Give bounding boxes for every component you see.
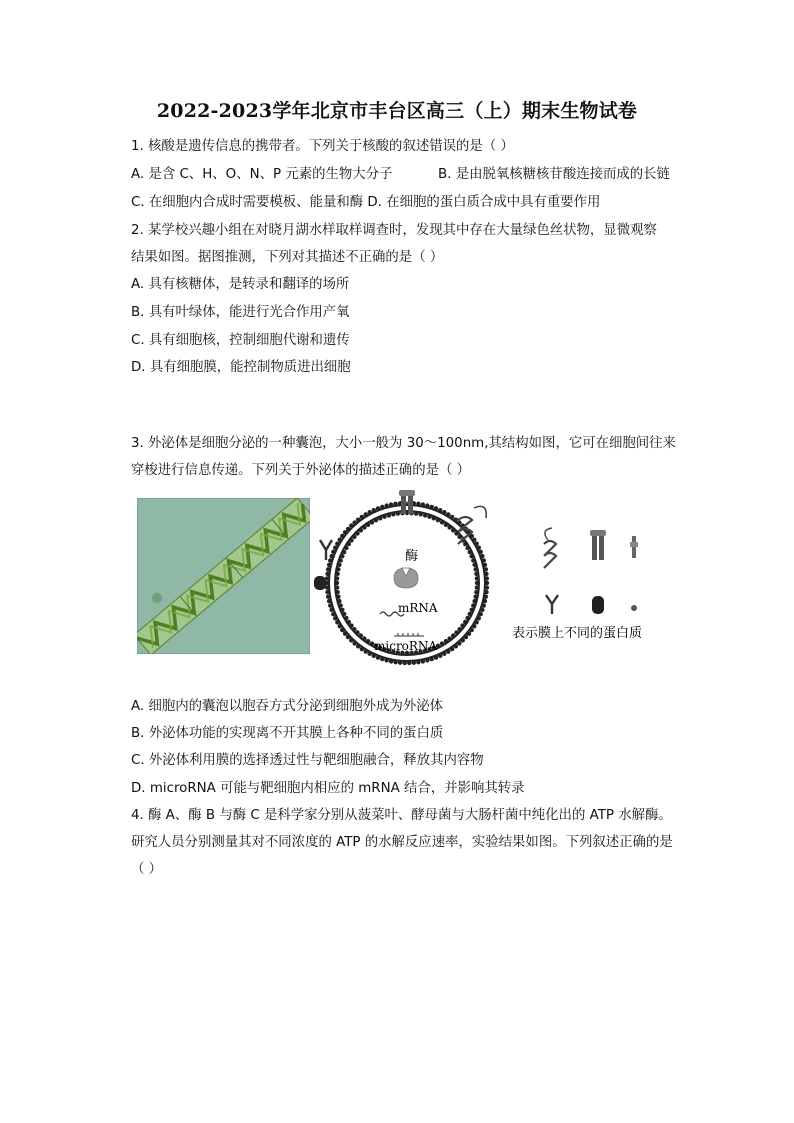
membrane-bead <box>376 506 380 510</box>
membrane-bead <box>436 518 440 522</box>
membrane-bead <box>396 511 400 515</box>
membrane-bead <box>370 520 374 524</box>
membrane-bead <box>335 620 339 624</box>
membrane-bead <box>359 528 363 532</box>
membrane-bead <box>393 502 397 506</box>
membrane-bead <box>463 620 467 624</box>
membrane-bead <box>376 655 380 659</box>
membrane-bead <box>355 531 359 535</box>
membrane-bead <box>387 513 391 517</box>
membrane-bead <box>337 563 341 567</box>
membrane-bead <box>356 644 360 648</box>
algae-micrograph <box>137 498 310 654</box>
legend-caption: 表示膜上不同的蛋白质 <box>512 626 643 641</box>
membrane-bead <box>483 599 487 603</box>
enzyme-icon <box>394 568 418 588</box>
membrane-bead <box>403 661 407 665</box>
membrane-bead <box>380 505 384 509</box>
membrane-bead <box>331 550 335 554</box>
membrane-bead <box>457 520 461 524</box>
membrane-bead <box>454 644 458 648</box>
membrane-bead <box>335 572 339 576</box>
membrane-bead <box>465 616 469 620</box>
membrane-bead <box>416 502 420 506</box>
membrane-bead <box>474 620 478 624</box>
membrane-bead <box>469 608 473 612</box>
q2-stem-line1: 2. 某学校兴趣小组在对晓月湖水样取样调查时，发现其中存在大量绿色丝状物，显微观察 <box>131 223 657 238</box>
q4-stem-line3: （ ） <box>131 862 163 877</box>
membrane-bead <box>346 635 350 639</box>
membrane-bead <box>482 558 486 562</box>
membrane-bead <box>346 527 350 531</box>
q2-option-b: B. 具有叶绿体，能进行光合作用产氧 <box>131 305 350 320</box>
membrane-bead <box>342 550 346 554</box>
membrane-bead <box>384 503 388 507</box>
membrane-bead <box>468 550 472 554</box>
membrane-bead <box>363 512 367 516</box>
membrane-bead <box>442 510 446 514</box>
membrane-bead <box>414 511 418 515</box>
membrane-bead <box>384 658 388 662</box>
membrane-bead <box>478 612 482 616</box>
membrane-bead <box>421 659 425 663</box>
membrane-bead <box>438 508 442 512</box>
membrane-bead <box>446 512 450 516</box>
membrane-bead <box>471 603 475 607</box>
membrane-bead <box>339 603 343 607</box>
membrane-bead <box>421 502 425 506</box>
membrane-bead <box>393 660 397 664</box>
membrane-bead <box>335 590 339 594</box>
membrane-bead <box>328 558 332 562</box>
membrane-bead <box>359 633 363 637</box>
membrane-bead <box>474 572 478 576</box>
q4-stem-line1: 4. 酶 A、酶 B 与酶 C 是科学家分别从菠菜叶、酵母菌与大肠杆菌中纯化出的 ATP 水解酶。 <box>131 808 672 823</box>
membrane-bead <box>464 635 468 639</box>
q3-stem-line2: 穿梭进行信息传递。下列关于外泌体的描述正确的是（ ） <box>131 463 471 478</box>
membrane-bead <box>440 520 444 524</box>
legend-helix-protein-icon <box>544 528 556 568</box>
membrane-bead <box>473 594 477 598</box>
q4-stem-line2: 研究人员分别测量其对不同浓度的 ATP 的水解反应速率，实验结果如图。下列叙述正确的是 <box>131 835 673 850</box>
membrane-bead <box>349 623 353 627</box>
membrane-bead <box>468 612 472 616</box>
membrane-bead <box>450 515 454 519</box>
membrane-bead <box>485 581 489 585</box>
membrane-bead <box>335 581 339 585</box>
q1-option-b: B. 是由脱氧核糖核苷酸连接而成的长链 <box>438 167 670 182</box>
q3-stem-line1: 3. 外泌体是细胞分泌的一种囊泡，大小一般为 30～100nm,其结构如图，它可在细胞间往来 <box>131 436 676 451</box>
membrane-bead <box>463 542 467 546</box>
membrane-bead <box>444 523 448 527</box>
membrane-bead <box>325 590 329 594</box>
membrane-bead <box>407 661 411 665</box>
membrane-bead <box>367 652 371 656</box>
membrane-bead <box>333 546 337 550</box>
membrane-bead <box>454 517 458 521</box>
membrane-bead <box>446 649 450 653</box>
q2-stem-line2: 结果如图。据图推测，下列对其描述不正确的是（ ） <box>131 250 444 265</box>
membrane-bead <box>430 505 434 509</box>
membrane-bead <box>344 616 348 620</box>
membrane-bead <box>333 616 337 620</box>
membrane-bead <box>389 659 393 663</box>
membrane-bead <box>329 608 333 612</box>
membrane-bead <box>416 660 420 664</box>
membrane-bead <box>349 538 353 542</box>
membrane-bead <box>374 518 378 522</box>
q3-option-a: A. 细胞内的囊泡以胞吞方式分泌到细胞外成为外泌体 <box>131 699 444 714</box>
membrane-bead <box>465 546 469 550</box>
q1-option-a: A. 是含 C、H、O、N、P 元素的生物大分子 <box>131 167 393 182</box>
membrane-bead <box>338 538 342 542</box>
membrane-bead <box>340 554 344 558</box>
membrane-bead <box>472 538 476 542</box>
membrane-bead <box>484 594 488 598</box>
q2-option-a: A. 具有核糖体，是转录和翻译的场所 <box>131 277 350 292</box>
membrane-bead <box>355 630 359 634</box>
membrane-bead <box>340 608 344 612</box>
membrane-bead <box>460 623 464 627</box>
membrane-bead <box>457 641 461 645</box>
membrane-bead <box>470 628 474 632</box>
membrane-bead <box>472 563 476 567</box>
membrane-bead <box>336 594 340 598</box>
membrane-bead <box>343 530 347 534</box>
membrane-bead <box>475 581 479 585</box>
membrane-bead <box>325 572 329 576</box>
q1-option-cd: C. 在细胞内合成时需要模板、能量和酶 D. 在细胞的蛋白质合成中具有重要作用 <box>131 195 601 210</box>
membrane-bead <box>339 558 343 562</box>
membrane-bead <box>360 515 364 519</box>
membrane-bead <box>326 594 330 598</box>
membrane-bead <box>363 649 367 653</box>
membrane-bead <box>335 541 339 545</box>
membrane-bead <box>349 638 353 642</box>
membrane-bead <box>423 513 427 517</box>
membrane-bead <box>440 641 444 645</box>
membrane-bead <box>372 654 376 658</box>
membrane-bead <box>378 516 382 520</box>
protein-legend <box>508 520 668 660</box>
membrane-bead <box>338 624 342 628</box>
membrane-bead <box>427 515 431 519</box>
membrane-bead <box>356 517 360 521</box>
membrane-bead <box>380 657 384 661</box>
membrane-bead <box>485 585 489 589</box>
membrane-bead <box>340 628 344 632</box>
membrane-bead <box>480 554 484 558</box>
membrane-bead <box>329 554 333 558</box>
membrane-bead <box>340 534 344 538</box>
membrane-bead <box>362 525 366 529</box>
membrane-bead <box>382 515 386 519</box>
membrane-bead <box>335 585 339 589</box>
membrane-bead <box>342 612 346 616</box>
membrane-bead <box>366 639 370 643</box>
q3-option-d: D. microRNA 可能与靶细胞内相应的 mRNA 结合，并影响其转录 <box>131 781 525 796</box>
membrane-bead <box>438 654 442 658</box>
exosome-diagram <box>308 488 508 668</box>
membrane-bead <box>328 603 332 607</box>
membrane-bead <box>480 608 484 612</box>
membrane-bead <box>327 563 331 567</box>
membrane-bead <box>372 508 376 512</box>
membrane-bead <box>391 512 395 516</box>
membrane-bead <box>484 572 488 576</box>
membrane-bead <box>442 652 446 656</box>
membrane-bead <box>472 624 476 628</box>
membrane-bead <box>467 631 471 635</box>
q2-option-c: C. 具有细胞核，控制细胞代谢和遗传 <box>131 333 350 348</box>
membrane-bead <box>469 554 473 558</box>
membrane-bead <box>326 567 330 571</box>
membrane-bead <box>451 633 455 637</box>
membrane-bead <box>457 535 461 539</box>
membrane-bead <box>475 585 479 589</box>
page-title: 2022-2023学年北京市丰台区高三（上）期末生物试卷 <box>156 100 638 122</box>
membrane-bead <box>483 563 487 567</box>
membrane-bead <box>352 641 356 645</box>
membrane-bead <box>461 638 465 642</box>
legend-y-protein-icon <box>546 595 558 614</box>
membrane-bead <box>482 603 486 607</box>
membrane-bead <box>457 627 461 631</box>
q3-option-b: B. 外泌体功能的实现离不开其膜上各种不同的蛋白质 <box>131 726 444 741</box>
membrane-bead <box>343 631 347 635</box>
membrane-bead <box>477 616 481 620</box>
q2-option-d: D. 具有细胞膜，能控制物质进出细胞 <box>131 360 351 375</box>
legend-small-protein-icon <box>630 536 638 558</box>
membrane-bead <box>471 558 475 562</box>
membrane-bead <box>418 512 422 516</box>
membrane-bead <box>352 520 356 524</box>
membrane-bead <box>360 647 364 651</box>
legend-dot-protein-icon <box>631 605 637 611</box>
membrane-bead <box>450 647 454 651</box>
legend-channel-protein-icon <box>590 530 606 560</box>
membrane-bead <box>484 567 488 571</box>
membrane-bead <box>352 535 356 539</box>
mrna-label: mRNA <box>398 601 438 615</box>
membrane-bead <box>474 590 478 594</box>
membrane-bead <box>434 506 438 510</box>
membrane-bead <box>366 523 370 527</box>
q3-option-c: C. 外泌体利用膜的选择透过性与靶细胞融合，释放其内容物 <box>131 753 484 768</box>
membrane-bead <box>473 567 477 571</box>
membrane-bead <box>337 599 341 603</box>
membrane-bead <box>447 525 451 529</box>
membrane-bead <box>349 523 353 527</box>
q1-stem: 1. 核酸是遗传信息的携带者。下列关于核酸的叙述错误的是（ ） <box>131 139 514 154</box>
membrane-protein-barrel-icon <box>314 576 326 590</box>
membrane-bead <box>430 657 434 661</box>
membrane-bead <box>331 612 335 616</box>
membrane-bead <box>451 528 455 532</box>
membrane-bead <box>336 567 340 571</box>
membrane-bead <box>485 576 489 580</box>
membrane-bead <box>484 590 488 594</box>
membrane-bead <box>472 599 476 603</box>
membrane-bead <box>347 620 351 624</box>
membrane-bead <box>344 546 348 550</box>
membrane-bead <box>335 576 339 580</box>
membrane-bead <box>454 630 458 634</box>
membrane-bead <box>475 576 479 580</box>
membrane-bead <box>474 541 478 545</box>
membrane-bead <box>425 503 429 507</box>
microrna-label: microRNA <box>374 639 438 653</box>
membrane-bead <box>477 546 481 550</box>
membrane-bead <box>425 658 429 662</box>
enzyme-label: 酶 <box>405 549 419 564</box>
membrane-bead <box>362 636 366 640</box>
membrane-bead <box>398 661 402 665</box>
membrane-bead <box>389 502 393 506</box>
membrane-bead <box>434 655 438 659</box>
membrane-bead <box>412 661 416 665</box>
membrane-bead <box>367 510 371 514</box>
membrane-bead <box>447 636 451 640</box>
membrane-bead <box>444 639 448 643</box>
membrane-bead <box>478 550 482 554</box>
membrane-bead <box>327 599 331 603</box>
membrane-bead <box>347 542 351 546</box>
membrane-bead <box>352 627 356 631</box>
legend-barrel-protein-icon <box>592 596 604 614</box>
membrane-bead <box>432 516 436 520</box>
